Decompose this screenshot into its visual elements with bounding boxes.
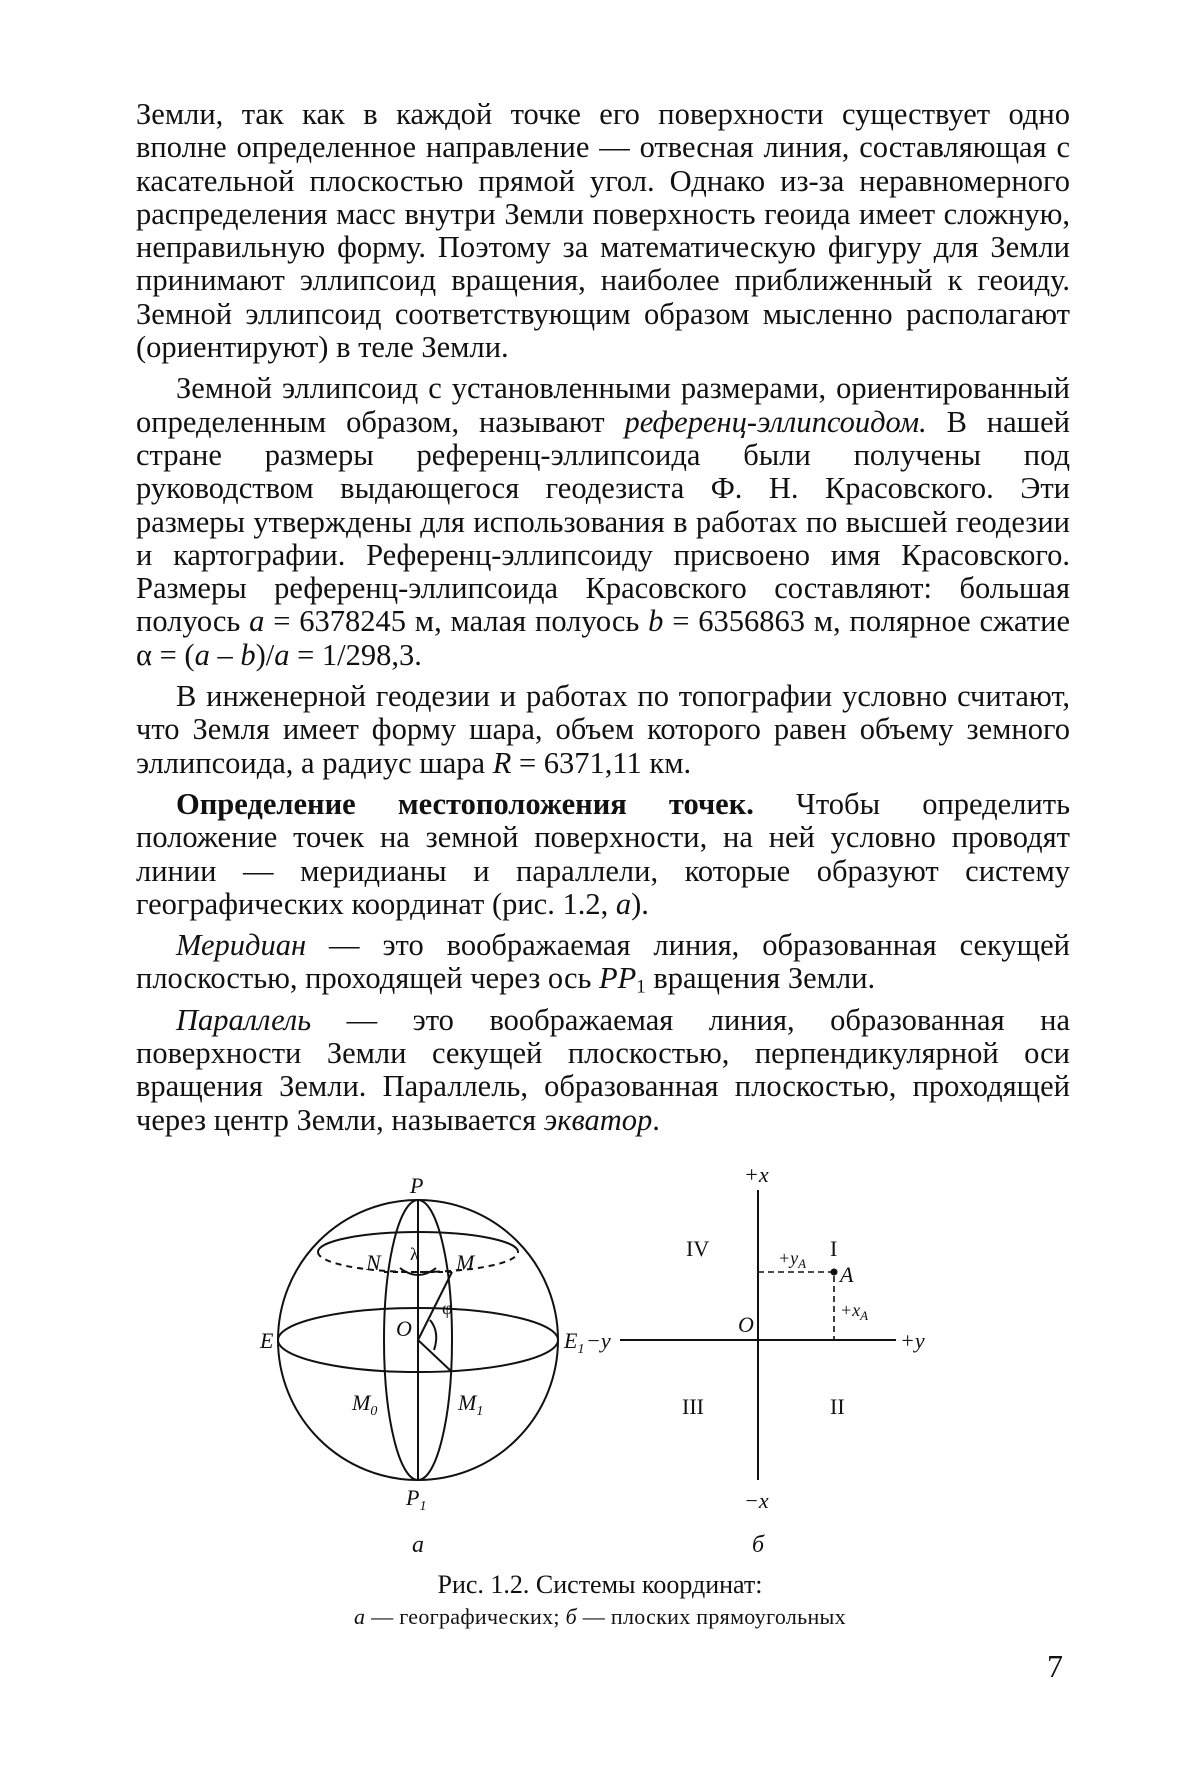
caption-b-text: — плоских прямоугольных — [576, 1604, 846, 1629]
sublabel-a: а — [412, 1532, 424, 1558]
semi-minor-axis-value: = 6356863 м, полярное сжатие α = ( — [136, 604, 1070, 672]
symbol-r: R — [492, 745, 512, 780]
paragraph-6 — [136, 1004, 1070, 1137]
label-p: P — [410, 1173, 424, 1198]
paragraph-2-text-2: В нашей стране размеры референц-эллипсоида были получены под руководством выдающегося геодезиста Ф. Н. Красовского. Эти размеры утверждены для использования в работах по высшей геодезии и картографии. Референц-эллипсоиду присвоено имя Красовского. Размеры референц-эллипсоида Красовского составляют: большая полуось — [136, 404, 1070, 639]
paragraph-5-end: вращения Земли. — [645, 961, 876, 996]
label-minus-x: −x — [744, 1488, 769, 1513]
paragraph-5-text: — это воображаемая линия, образованная секущей плоскостью, проходящей через ось — [136, 928, 1070, 996]
label-m: M — [456, 1250, 475, 1275]
paragraph-6-end: . — [652, 1102, 660, 1137]
label-xa: $+x_A$ — [840, 1300, 869, 1323]
symbol-a: a — [274, 637, 290, 672]
axis-subscript: 1 — [636, 977, 646, 999]
formula-slash: )/ — [255, 637, 275, 672]
plane-labels — [586, 1162, 925, 1558]
quadrant-2: II — [830, 1394, 845, 1419]
quadrant-3: III — [682, 1394, 704, 1419]
quadrant-1: I — [830, 1236, 838, 1261]
term-meridian: Меридиан — [176, 928, 307, 963]
paragraph-3 — [136, 680, 1070, 780]
symbol-b: b — [648, 604, 664, 639]
flattening-value: = 1/298,3. — [289, 637, 422, 672]
label-ya: $+y_A$ — [778, 1248, 807, 1271]
label-plus-y: +y — [900, 1328, 925, 1353]
label-m1: $M_1$ — [458, 1390, 484, 1419]
caption-a-label: а — [354, 1604, 366, 1629]
label-p1: $P_1$ — [406, 1485, 427, 1514]
paragraph-1-text: Земли, так как в каждой точке его поверхности существует одно вполне определенное направление — отвесная линия, составляющая с касательной плоскостью прямой угол. Однако из-за неравномерного распределения масс внутри Земли поверхность геоида имеет сложную, неправильную форму. Поэтому за математическую фигуру для Земли принимают эллипсоид вращения, наиболее приближенный к геоиду. Земной эллипсоид соответствующим образом мысленно располагают (ориентируют) в теле Земли. — [136, 97, 1070, 365]
paragraph-4-text: Чтобы определить положение точек на земной поверхности, на ней условно проводят линии — меридианы и параллели, которые образуют систему географических координат (рис. 1.2, — [136, 786, 1070, 921]
projection-lines — [758, 1272, 834, 1340]
formula-minus: – — [209, 637, 241, 672]
point-a-marker — [832, 1270, 837, 1275]
term-equator: экватор — [543, 1102, 653, 1137]
paragraph-2-text: Земной эллипсоид с установленными размерами, ориентированный определенным образом, называют — [136, 371, 1070, 439]
radius-value: = 6371,11 км. — [511, 745, 692, 780]
geographic-labels — [259, 1173, 584, 1558]
label-e1: $E_1$ — [564, 1328, 585, 1357]
paragraph-3-text: В инженерной геодезии и работах по топографии условно считают, что Земля имеет форму шара, объем которого равен объему земного эллипсоида, а радиус шара — [136, 679, 1070, 780]
geographic-diagram — [278, 1200, 558, 1480]
paragraph-5 — [136, 928, 1070, 999]
term-reference-ellipsoid: референц-эллипсоидом. — [624, 404, 927, 439]
caption-title-text: Рис. 1.2. Системы координат: — [437, 1570, 763, 1599]
paragraph-2 — [136, 372, 1070, 672]
label-o: O — [396, 1316, 412, 1341]
label-plus-x: +x — [744, 1162, 769, 1187]
figure-caption-title — [0, 1570, 1200, 1600]
symbol-b: b — [240, 637, 256, 672]
quadrant-4: IV — [686, 1236, 710, 1261]
label-m0: $M_0$ — [352, 1390, 378, 1419]
caption-b-label: б — [565, 1604, 577, 1629]
symbol-a: a — [194, 637, 210, 672]
section-heading: Определение местоположения точек. — [176, 786, 754, 821]
caption-a-text: — географических; — [365, 1604, 566, 1629]
axis-symbol: PP — [599, 961, 637, 996]
paragraph-1 — [136, 98, 1070, 364]
sublabel-b: б — [752, 1532, 765, 1558]
label-e: E — [260, 1328, 274, 1353]
label-lambda: λ — [410, 1244, 419, 1264]
label-point-a: A — [840, 1262, 854, 1287]
plane-diagram — [620, 1190, 896, 1480]
page-number: 7 — [1047, 1648, 1063, 1684]
paragraph-6-text: — это воображаемая линия, образованная на поверхности Земли секущей плоскостью, перпендикулярной оси вращения Земли. Параллель, образованная плоскостью, проходящей через центр Земли, называется — [136, 1002, 1070, 1137]
figure-ref-a: а — [615, 886, 632, 921]
semi-major-axis-value: = 6378245 м, малая полуось — [264, 604, 649, 639]
term-parallel: Параллель — [176, 1002, 312, 1037]
label-minus-y: −y — [586, 1328, 611, 1353]
coordinate-systems-figure — [220, 1160, 980, 1560]
label-n: N — [366, 1250, 381, 1275]
symbol-a: a — [249, 604, 265, 639]
paragraph-4-end: ). — [631, 886, 649, 921]
phi-arc — [430, 1320, 436, 1350]
label-phi: φ — [442, 1298, 453, 1318]
paragraph-4 — [136, 788, 1070, 921]
label-origin: O — [738, 1312, 754, 1337]
figure-caption-legend — [0, 1604, 1200, 1630]
body-text — [136, 98, 1070, 1137]
